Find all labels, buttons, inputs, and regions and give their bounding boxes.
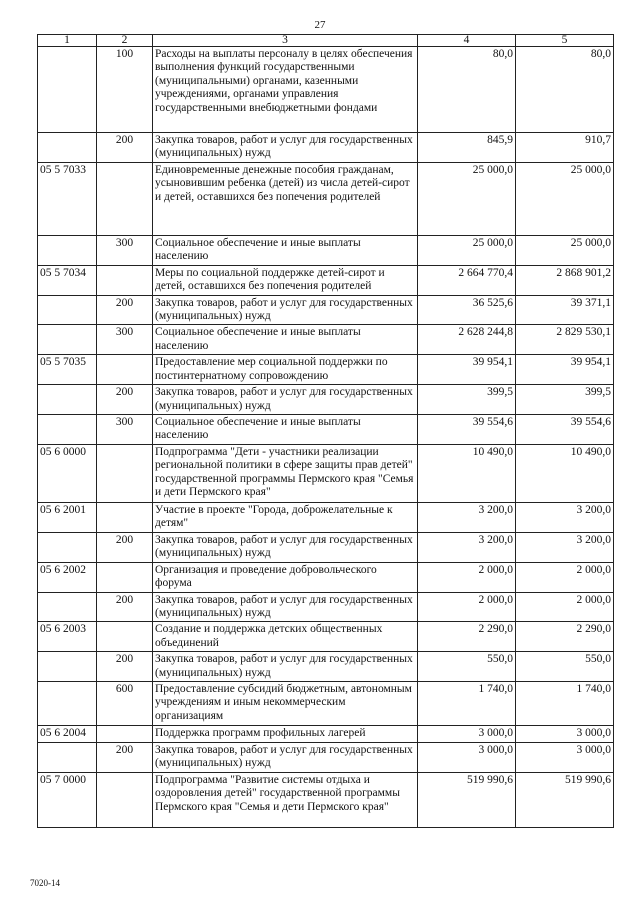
row-code bbox=[38, 652, 97, 682]
row-expense-type bbox=[97, 265, 153, 295]
row-name: Социальное обеспечение и иные выплаты населению bbox=[153, 325, 418, 355]
col-header: 1 bbox=[38, 35, 97, 47]
table-row bbox=[38, 235, 614, 265]
row-value-year1: 25 000,0 bbox=[418, 235, 516, 265]
footer-code: 7020-14 bbox=[30, 878, 60, 888]
row-value-year2: 10 490,0 bbox=[516, 444, 614, 502]
budget-table bbox=[37, 34, 614, 828]
row-value-year2: 3 200,0 bbox=[516, 532, 614, 562]
row-expense-type: 300 bbox=[97, 325, 153, 355]
row-expense-type bbox=[97, 162, 153, 235]
table-row bbox=[38, 502, 614, 532]
row-value-year1: 3 200,0 bbox=[418, 502, 516, 532]
row-expense-type: 200 bbox=[97, 652, 153, 682]
row-value-year1: 519 990,6 bbox=[418, 772, 516, 827]
row-name: Создание и поддержка детских общественных объединений bbox=[153, 622, 418, 652]
row-value-year2: 39 554,6 bbox=[516, 415, 614, 445]
row-code: 05 6 2003 bbox=[38, 622, 97, 652]
row-expense-type bbox=[97, 502, 153, 532]
row-code: 05 5 7034 bbox=[38, 265, 97, 295]
row-expense-type: 200 bbox=[97, 532, 153, 562]
row-name: Подпрограмма "Дети - участники реализации региональной политики в сфере защиты прав детей" государственной программы Пермского края "Семья и дети Пермского края" bbox=[153, 444, 418, 502]
row-value-year1: 36 525,6 bbox=[418, 295, 516, 325]
row-code bbox=[38, 415, 97, 445]
row-name: Закупка товаров, работ и услуг для государственных (муниципальных) нужд bbox=[153, 532, 418, 562]
row-value-year1: 2 290,0 bbox=[418, 622, 516, 652]
table-row bbox=[38, 444, 614, 502]
row-code: 05 5 7033 bbox=[38, 162, 97, 235]
row-code bbox=[38, 295, 97, 325]
row-value-year1: 2 000,0 bbox=[418, 562, 516, 592]
row-value-year2: 2 829 530,1 bbox=[516, 325, 614, 355]
row-value-year2: 3 000,0 bbox=[516, 742, 614, 772]
row-value-year2: 25 000,0 bbox=[516, 162, 614, 235]
row-expense-type: 200 bbox=[97, 385, 153, 415]
row-value-year1: 10 490,0 bbox=[418, 444, 516, 502]
row-value-year1: 399,5 bbox=[418, 385, 516, 415]
row-value-year2: 3 000,0 bbox=[516, 725, 614, 742]
row-code bbox=[38, 385, 97, 415]
row-value-year1: 25 000,0 bbox=[418, 162, 516, 235]
row-name: Закупка товаров, работ и услуг для государственных (муниципальных) нужд bbox=[153, 385, 418, 415]
row-code: 05 6 2002 bbox=[38, 562, 97, 592]
table-row bbox=[38, 133, 614, 163]
row-code bbox=[38, 681, 97, 725]
row-name: Закупка товаров, работ и услуг для государственных (муниципальных) нужд bbox=[153, 133, 418, 163]
col-header: 3 bbox=[153, 35, 418, 47]
row-code bbox=[38, 235, 97, 265]
row-expense-type: 300 bbox=[97, 415, 153, 445]
table-row bbox=[38, 725, 614, 742]
row-value-year1: 39 554,6 bbox=[418, 415, 516, 445]
row-name: Предоставление мер социальной поддержки по постинтернатному сопровождению bbox=[153, 355, 418, 385]
col-header: 2 bbox=[97, 35, 153, 47]
row-name: Закупка товаров, работ и услуг для государственных (муниципальных) нужд bbox=[153, 652, 418, 682]
row-expense-type bbox=[97, 622, 153, 652]
row-name: Предоставление субсидий бюджетным, автономным учреждениям и иным некоммерческим организациям bbox=[153, 681, 418, 725]
row-value-year2: 1 740,0 bbox=[516, 681, 614, 725]
row-code bbox=[38, 133, 97, 163]
table-row bbox=[38, 295, 614, 325]
table-row bbox=[38, 325, 614, 355]
row-expense-type bbox=[97, 355, 153, 385]
row-expense-type: 200 bbox=[97, 742, 153, 772]
row-value-year1: 80,0 bbox=[418, 47, 516, 133]
row-code bbox=[38, 325, 97, 355]
row-expense-type: 300 bbox=[97, 235, 153, 265]
table-row bbox=[38, 162, 614, 235]
page-number: 27 bbox=[314, 19, 326, 31]
row-name: Меры по социальной поддержке детей-сирот и детей, оставшихся без попечения родителей bbox=[153, 265, 418, 295]
row-value-year2: 2 290,0 bbox=[516, 622, 614, 652]
table-row bbox=[38, 592, 614, 622]
row-value-year1: 845,9 bbox=[418, 133, 516, 163]
row-value-year2: 519 990,6 bbox=[516, 772, 614, 827]
table-row bbox=[38, 622, 614, 652]
row-expense-type bbox=[97, 772, 153, 827]
row-name: Закупка товаров, работ и услуг для государственных (муниципальных) нужд bbox=[153, 295, 418, 325]
table-row bbox=[38, 385, 614, 415]
row-value-year2: 910,7 bbox=[516, 133, 614, 163]
row-value-year2: 2 868 901,2 bbox=[516, 265, 614, 295]
row-name: Единовременные денежные пособия гражданам, усыновившим ребенка (детей) из числа детей-сирот и детей, оставшихся без попечения родителей bbox=[153, 162, 418, 235]
table-row bbox=[38, 652, 614, 682]
row-code bbox=[38, 532, 97, 562]
row-code: 05 6 2004 bbox=[38, 725, 97, 742]
row-code: 05 7 0000 bbox=[38, 772, 97, 827]
row-expense-type: 100 bbox=[97, 47, 153, 133]
row-expense-type: 200 bbox=[97, 592, 153, 622]
row-code: 05 5 7035 bbox=[38, 355, 97, 385]
row-value-year1: 1 740,0 bbox=[418, 681, 516, 725]
row-code bbox=[38, 592, 97, 622]
row-expense-type: 200 bbox=[97, 133, 153, 163]
row-name: Участие в проекте "Города, доброжелательные к детям" bbox=[153, 502, 418, 532]
table-row bbox=[38, 772, 614, 827]
row-value-year1: 3 000,0 bbox=[418, 725, 516, 742]
col-header: 5 bbox=[516, 35, 614, 47]
row-name: Закупка товаров, работ и услуг для государственных (муниципальных) нужд bbox=[153, 592, 418, 622]
header-row bbox=[38, 35, 614, 47]
row-value-year2: 550,0 bbox=[516, 652, 614, 682]
row-value-year1: 3 000,0 bbox=[418, 742, 516, 772]
row-value-year2: 2 000,0 bbox=[516, 562, 614, 592]
row-value-year2: 39 371,1 bbox=[516, 295, 614, 325]
row-value-year1: 3 200,0 bbox=[418, 532, 516, 562]
row-value-year2: 3 200,0 bbox=[516, 502, 614, 532]
row-code: 05 6 0000 bbox=[38, 444, 97, 502]
row-expense-type bbox=[97, 725, 153, 742]
row-name: Социальное обеспечение и иные выплаты населению bbox=[153, 235, 418, 265]
table-row bbox=[38, 415, 614, 445]
row-value-year1: 550,0 bbox=[418, 652, 516, 682]
row-expense-type: 600 bbox=[97, 681, 153, 725]
row-value-year2: 2 000,0 bbox=[516, 592, 614, 622]
row-code bbox=[38, 47, 97, 133]
table-row bbox=[38, 532, 614, 562]
row-value-year1: 2 628 244,8 bbox=[418, 325, 516, 355]
row-value-year2: 399,5 bbox=[516, 385, 614, 415]
row-code: 05 6 2001 bbox=[38, 502, 97, 532]
table-row bbox=[38, 47, 614, 133]
row-value-year2: 80,0 bbox=[516, 47, 614, 133]
row-expense-type bbox=[97, 444, 153, 502]
table-row bbox=[38, 355, 614, 385]
row-value-year1: 2 000,0 bbox=[418, 592, 516, 622]
row-value-year2: 39 954,1 bbox=[516, 355, 614, 385]
row-value-year1: 2 664 770,4 bbox=[418, 265, 516, 295]
table-row bbox=[38, 562, 614, 592]
row-name: Социальное обеспечение и иные выплаты населению bbox=[153, 415, 418, 445]
row-name: Подпрограмма "Развитие системы отдыха и оздоровления детей" государственной программы Пермского края "Семья и дети Пермского края" bbox=[153, 772, 418, 827]
row-code bbox=[38, 742, 97, 772]
row-value-year1: 39 954,1 bbox=[418, 355, 516, 385]
row-expense-type: 200 bbox=[97, 295, 153, 325]
table-row bbox=[38, 265, 614, 295]
row-value-year2: 25 000,0 bbox=[516, 235, 614, 265]
col-header: 4 bbox=[418, 35, 516, 47]
row-name: Расходы на выплаты персоналу в целях обеспечения выполнения функций государственными (муниципальными) органами, казенными учреждениями, органами управления государственными внебюджетными фондами bbox=[153, 47, 418, 133]
row-expense-type bbox=[97, 562, 153, 592]
table-row bbox=[38, 681, 614, 725]
table-row bbox=[38, 742, 614, 772]
row-name: Закупка товаров, работ и услуг для государственных (муниципальных) нужд bbox=[153, 742, 418, 772]
row-name: Организация и проведение добровольческого форума bbox=[153, 562, 418, 592]
row-name: Поддержка программ профильных лагерей bbox=[153, 725, 418, 742]
